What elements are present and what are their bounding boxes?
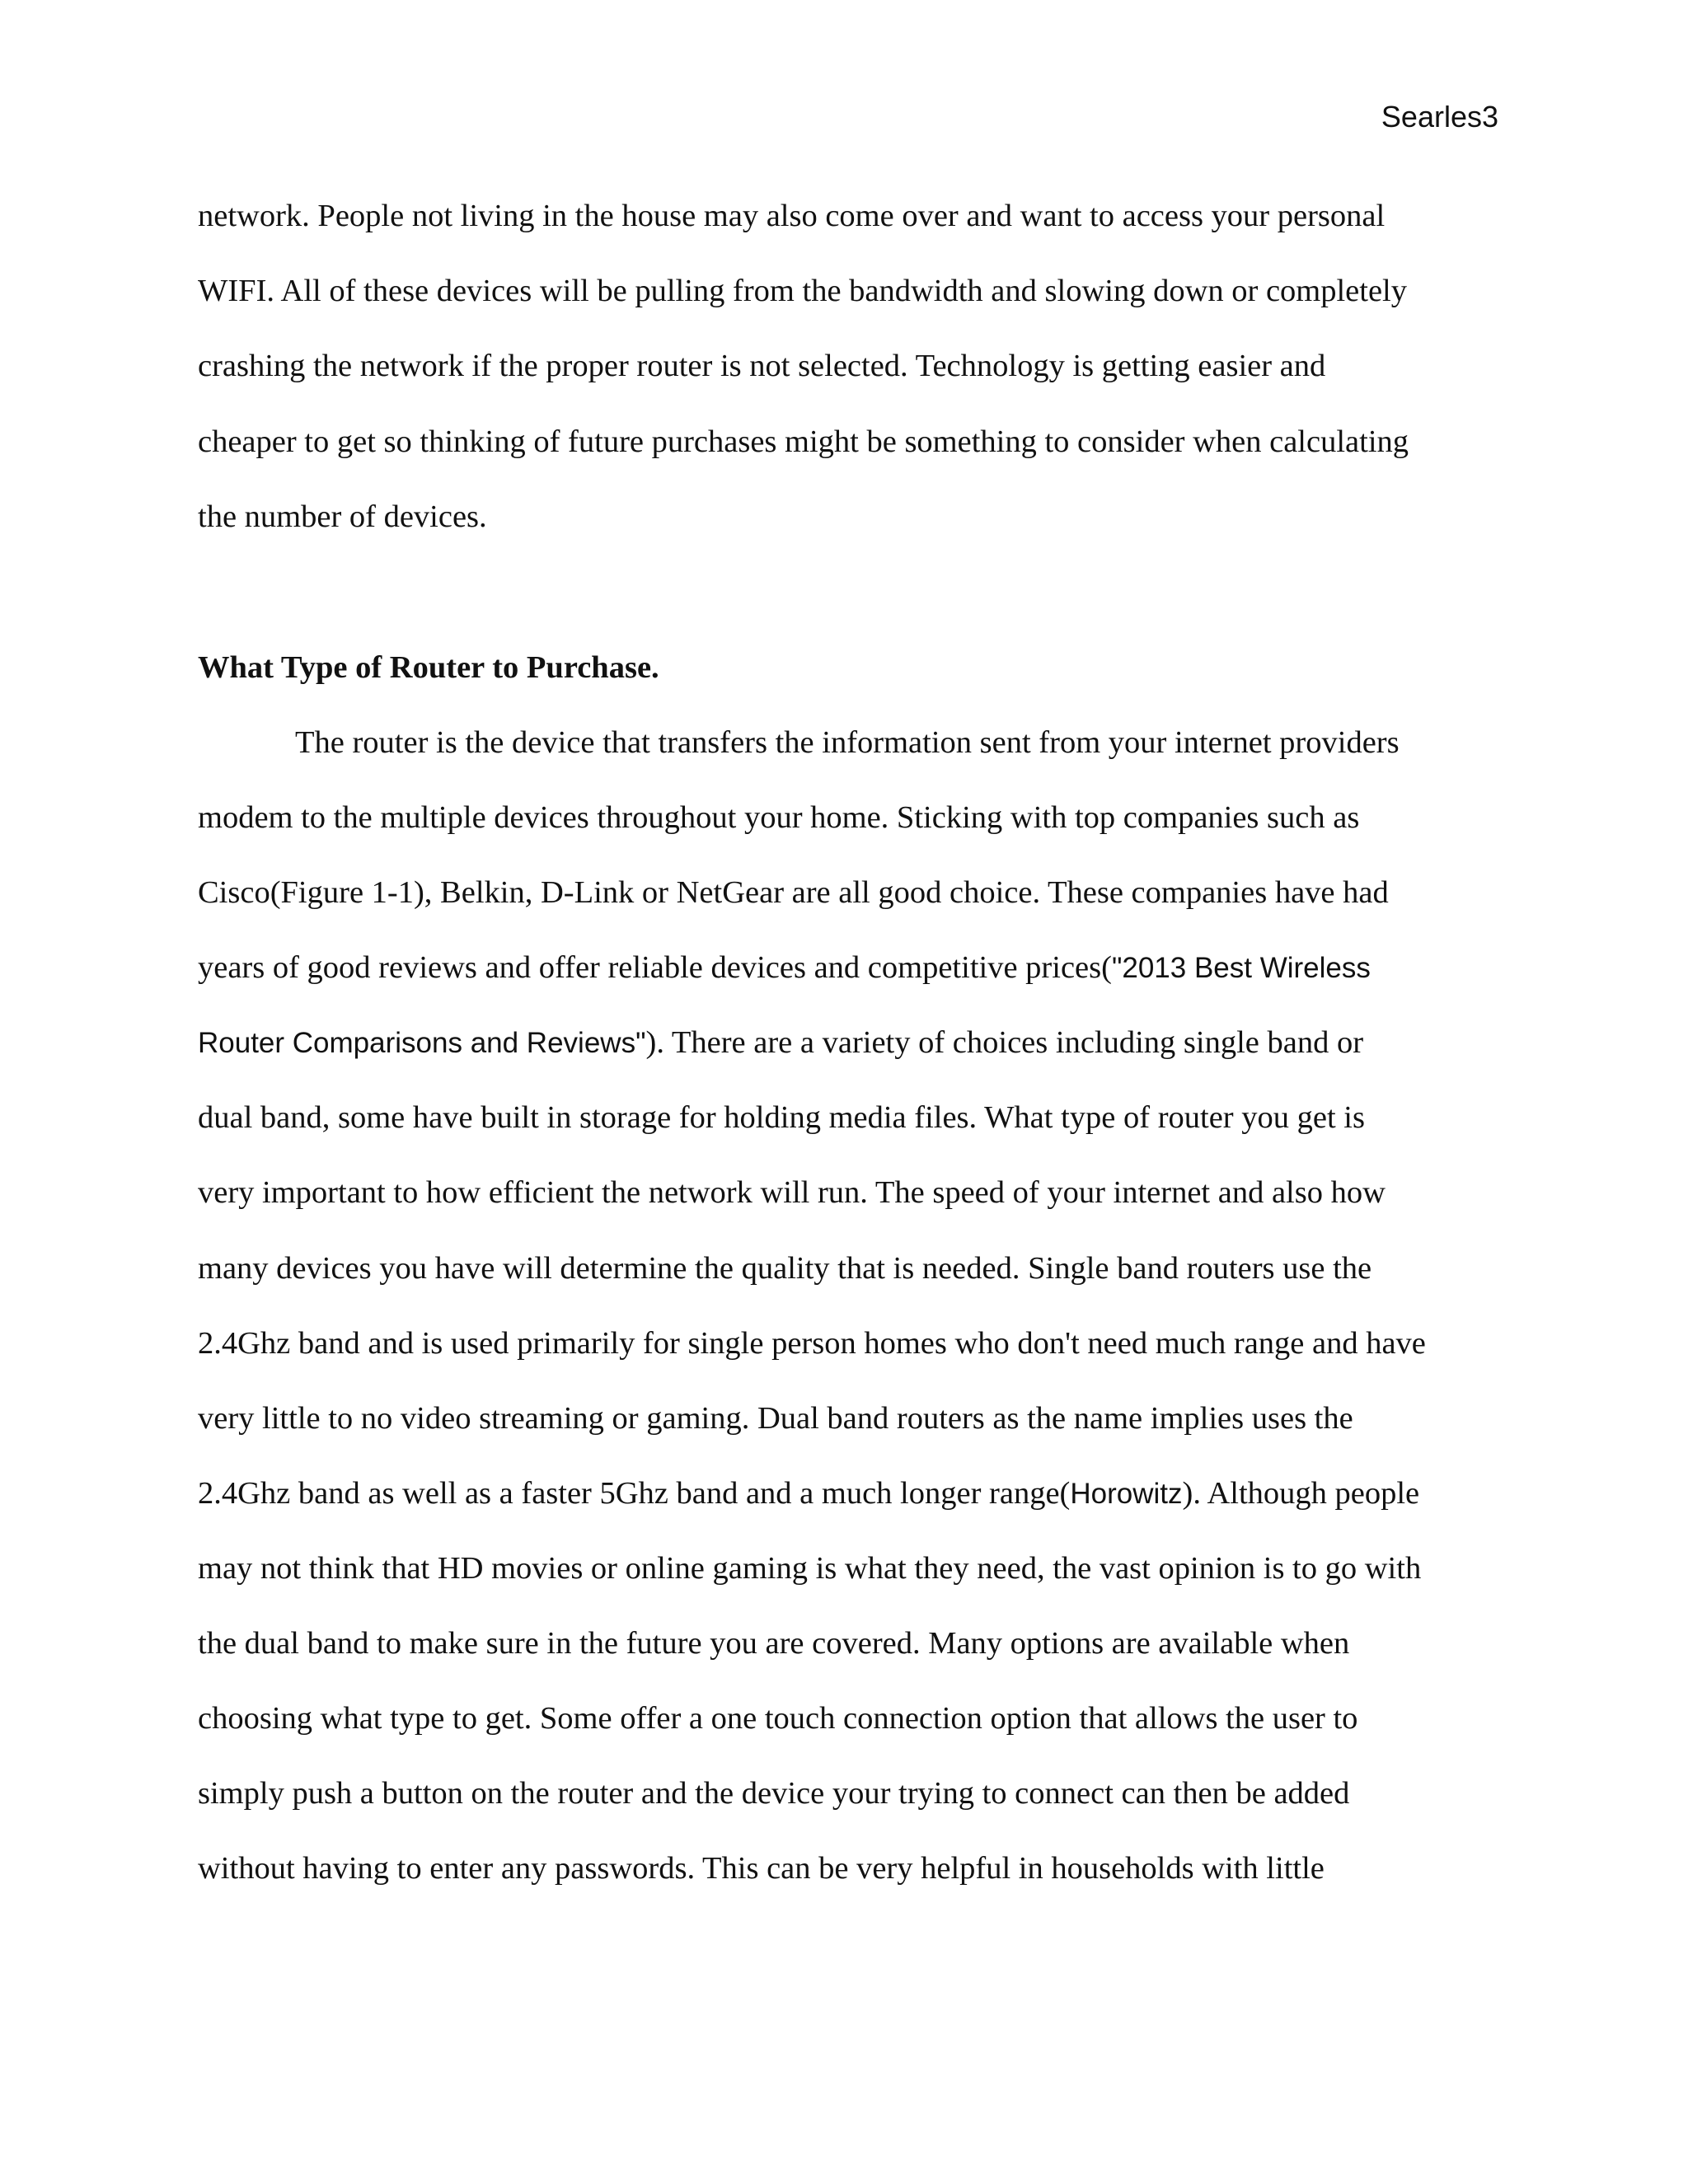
- paragraph2-line: 2.4Ghz band and is used primarily for single person homes who don't need much range and have: [198, 1326, 1426, 1361]
- paragraph2-line: many devices you have will determine the quality that is needed. Single band routers use the: [198, 1251, 1372, 1286]
- paragraph2-line: choosing what type to get. Some offer a one touch connection option that allows the user to: [198, 1701, 1358, 1736]
- citation: "2013 Best Wireless: [1111, 952, 1371, 984]
- running-head: Searles3: [1381, 100, 1498, 134]
- paragraph2-line: modem to the multiple devices throughout your home. Sticking with top companies such as: [198, 800, 1360, 835]
- paragraph1-line: network. People not living in the house may also come over and want to access your personal: [198, 199, 1386, 233]
- paragraph2-line: may not think that HD movies or online gaming is what they need, the vast opinion is to go with: [198, 1551, 1422, 1586]
- paragraph-text: years of good reviews and offer reliable devices and competitive prices(: [198, 950, 1112, 985]
- paragraph1-line: WIFI. All of these devices will be pulling from the bandwidth and slowing down or completely: [198, 274, 1408, 308]
- citation: Router Comparisons and Reviews": [198, 1027, 646, 1059]
- paragraph2-line: [198, 1023, 1363, 1063]
- paragraph-text: ). Although people: [1182, 1476, 1420, 1511]
- paragraph2-line: [198, 948, 1371, 988]
- paragraph2-line: very little to no video streaming or gaming. Dual band routers as the name implies uses the: [198, 1401, 1353, 1436]
- citation: Horowitz: [1070, 1478, 1183, 1510]
- paragraph2-line: [198, 1474, 1419, 1514]
- paragraph2-line: without having to enter any passwords. This can be very helpful in households with little: [198, 1851, 1325, 1886]
- paragraph2-line: Cisco(Figure 1-1), Belkin, D-Link or NetGear are all good choice. These companies have had: [198, 875, 1389, 910]
- paragraph1-line: the number of devices.: [198, 499, 487, 534]
- paragraph2-line: simply push a button on the router and the device your trying to connect can then be added: [198, 1776, 1350, 1811]
- section-heading: What Type of Router to Purchase.: [198, 650, 659, 685]
- paragraph1-line: cheaper to get so thinking of future purchases might be something to consider when calculating: [198, 424, 1409, 459]
- paragraph2-line: The router is the device that transfers the information sent from your internet providers: [295, 725, 1400, 760]
- paragraph1-line: crashing the network if the proper router is not selected. Technology is getting easier and: [198, 349, 1326, 383]
- paragraph2-line: the dual band to make sure in the future you are covered. Many options are available when: [198, 1626, 1350, 1661]
- paragraph-text: 2.4Ghz band as well as a faster 5Ghz band and a much longer range(: [198, 1476, 1071, 1511]
- paragraph-text: ). There are a variety of choices including single band or: [645, 1025, 1364, 1060]
- paragraph2-line: very important to how efficient the network will run. The speed of your internet and also how: [198, 1175, 1386, 1210]
- paragraph2-line: dual band, some have built in storage for holding media files. What type of router you get is: [198, 1100, 1365, 1135]
